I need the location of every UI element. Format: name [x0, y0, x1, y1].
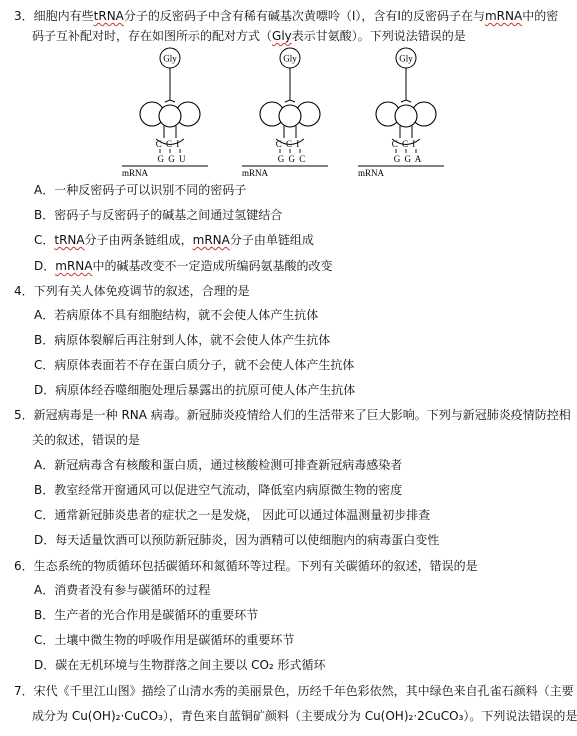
center-loop — [395, 105, 417, 127]
q4-stem: 4．下列有关人体免疫调节的叙述，合理的是 — [14, 284, 250, 298]
q7-stem-line1: 7．宋代《千里江山图》描绘了山清水秀的美丽景色，历经千年色彩依然，其中绿色来自孔雀石颜料（主要 — [14, 684, 574, 698]
q6-option-a: A．消费者没有参与碳循环的过程 — [34, 583, 211, 597]
codon-label: G G C — [277, 154, 307, 164]
pairing-bonds — [160, 149, 180, 153]
q3-option-d: D．mRNA中的碱基改变不一定造成所编码氨基酸的改变 — [34, 259, 333, 273]
q4-option-c: C．病原体表面若不存在蛋白质分子，就不会使人体产生抗体 — [34, 358, 355, 372]
gly-label: Gly — [283, 53, 297, 64]
q6-stem: 6．生态系统的物质循环包括碳循环和氮循环等过程。下列有关碳循环的叙述，错误的是 — [14, 559, 478, 573]
center-loop — [279, 105, 301, 127]
codon-label: G G A — [393, 154, 423, 164]
mrna-label: mRNA — [122, 168, 149, 178]
q3-stem-line1: 3．细胞内有些tRNA分子的反密码子中含有稀有碱基次黄嘌呤（I），含有I的反密码子在与mRNA中的密 — [14, 9, 559, 23]
q3-stem-line2: 码子互补配对时，存在如图所示的配对方式（Gly表示甘氨酸）。下列说法错误的是 — [32, 29, 466, 43]
q5-option-b: B．教室经常开窗通风可以促进空气流动，降低室内病原微生物的密度 — [34, 483, 403, 497]
q4-option-b: B．病原体裂解后再注射到人体，就不会使人体产生抗体 — [34, 333, 331, 347]
q6-option-c: C．土壤中微生物的呼吸作用是碳循环的重要环节 — [34, 633, 295, 647]
stem-join — [401, 100, 411, 102]
stem-join — [165, 100, 175, 102]
pairing-bonds — [396, 149, 416, 153]
q4-option-d: D．病原体经吞噬细胞处理后暴露出的抗原可使人体产生抗体 — [34, 383, 356, 397]
anticodon-stem — [284, 126, 296, 138]
q5-option-c: C．通常新冠肺炎患者的症状之一是发烧， 因此可以通过体温测量初步排查 — [34, 508, 431, 522]
q3-option-a: A．一种反密码子可以识别不同的密码子 — [34, 183, 247, 197]
q3-option-c: C．tRNA分子由两条链组成，mRNA分子由单链组成 — [34, 233, 314, 247]
center-loop — [159, 105, 181, 127]
anticodon-label: C C I — [275, 139, 301, 149]
q5-stem-line1: 5．新冠病毒是一种 RNA 病毒。新冠肺炎疫情给人们的生活带来了巨大影响。下列与新冠肺炎疫情防控相 — [14, 408, 571, 422]
mrna-label: mRNA — [242, 168, 269, 178]
q4-option-a: A．若病原体不具有细胞结构，就不会使人体产生抗体 — [34, 308, 319, 322]
q5-stem-line2: 关的叙述，错误的是 — [32, 433, 141, 447]
anticodon-stem — [164, 126, 176, 138]
trna-structure-1 — [122, 48, 208, 178]
anticodon-stem — [400, 126, 412, 138]
gly-label: Gly — [399, 53, 413, 64]
trna-structure-2 — [242, 48, 328, 178]
mrna-label: mRNA — [358, 168, 385, 178]
pairing-bonds — [280, 149, 300, 153]
q6-option-b: B．生产者的光合作用是碳循环的重要环节 — [34, 608, 259, 622]
gly-label: Gly — [163, 53, 177, 64]
stem-join — [285, 100, 295, 102]
anticodon-label: C C I — [155, 139, 181, 149]
codon-label: G G U — [157, 154, 187, 164]
q3-option-b: B．密码子与反密码子的碱基之间通过氢键结合 — [34, 208, 283, 222]
anticodon-label: C C I — [391, 139, 417, 149]
q5-option-a: A．新冠病毒含有核酸和蛋白质，通过核酸检测可排查新冠病毒感染者 — [34, 458, 403, 472]
trna-structure-3 — [358, 48, 444, 178]
q5-option-d: D．每天适量饮酒可以预防新冠肺炎，因为酒精可以使细胞内的病毒蛋白变性 — [34, 533, 440, 547]
q7-stem-line2: 成分为 Cu(OH)₂·CuCO₃），青色来自蓝铜矿颜料（主要成分为 Cu(OH)₂·2CuCO₃）。下列说法错误的是 — [32, 709, 577, 723]
q6-option-d: D．碳在无机环境与生物群落之间主要以 CO₂ 形式循环 — [34, 658, 326, 672]
trna-pairing-diagram — [112, 44, 472, 180]
